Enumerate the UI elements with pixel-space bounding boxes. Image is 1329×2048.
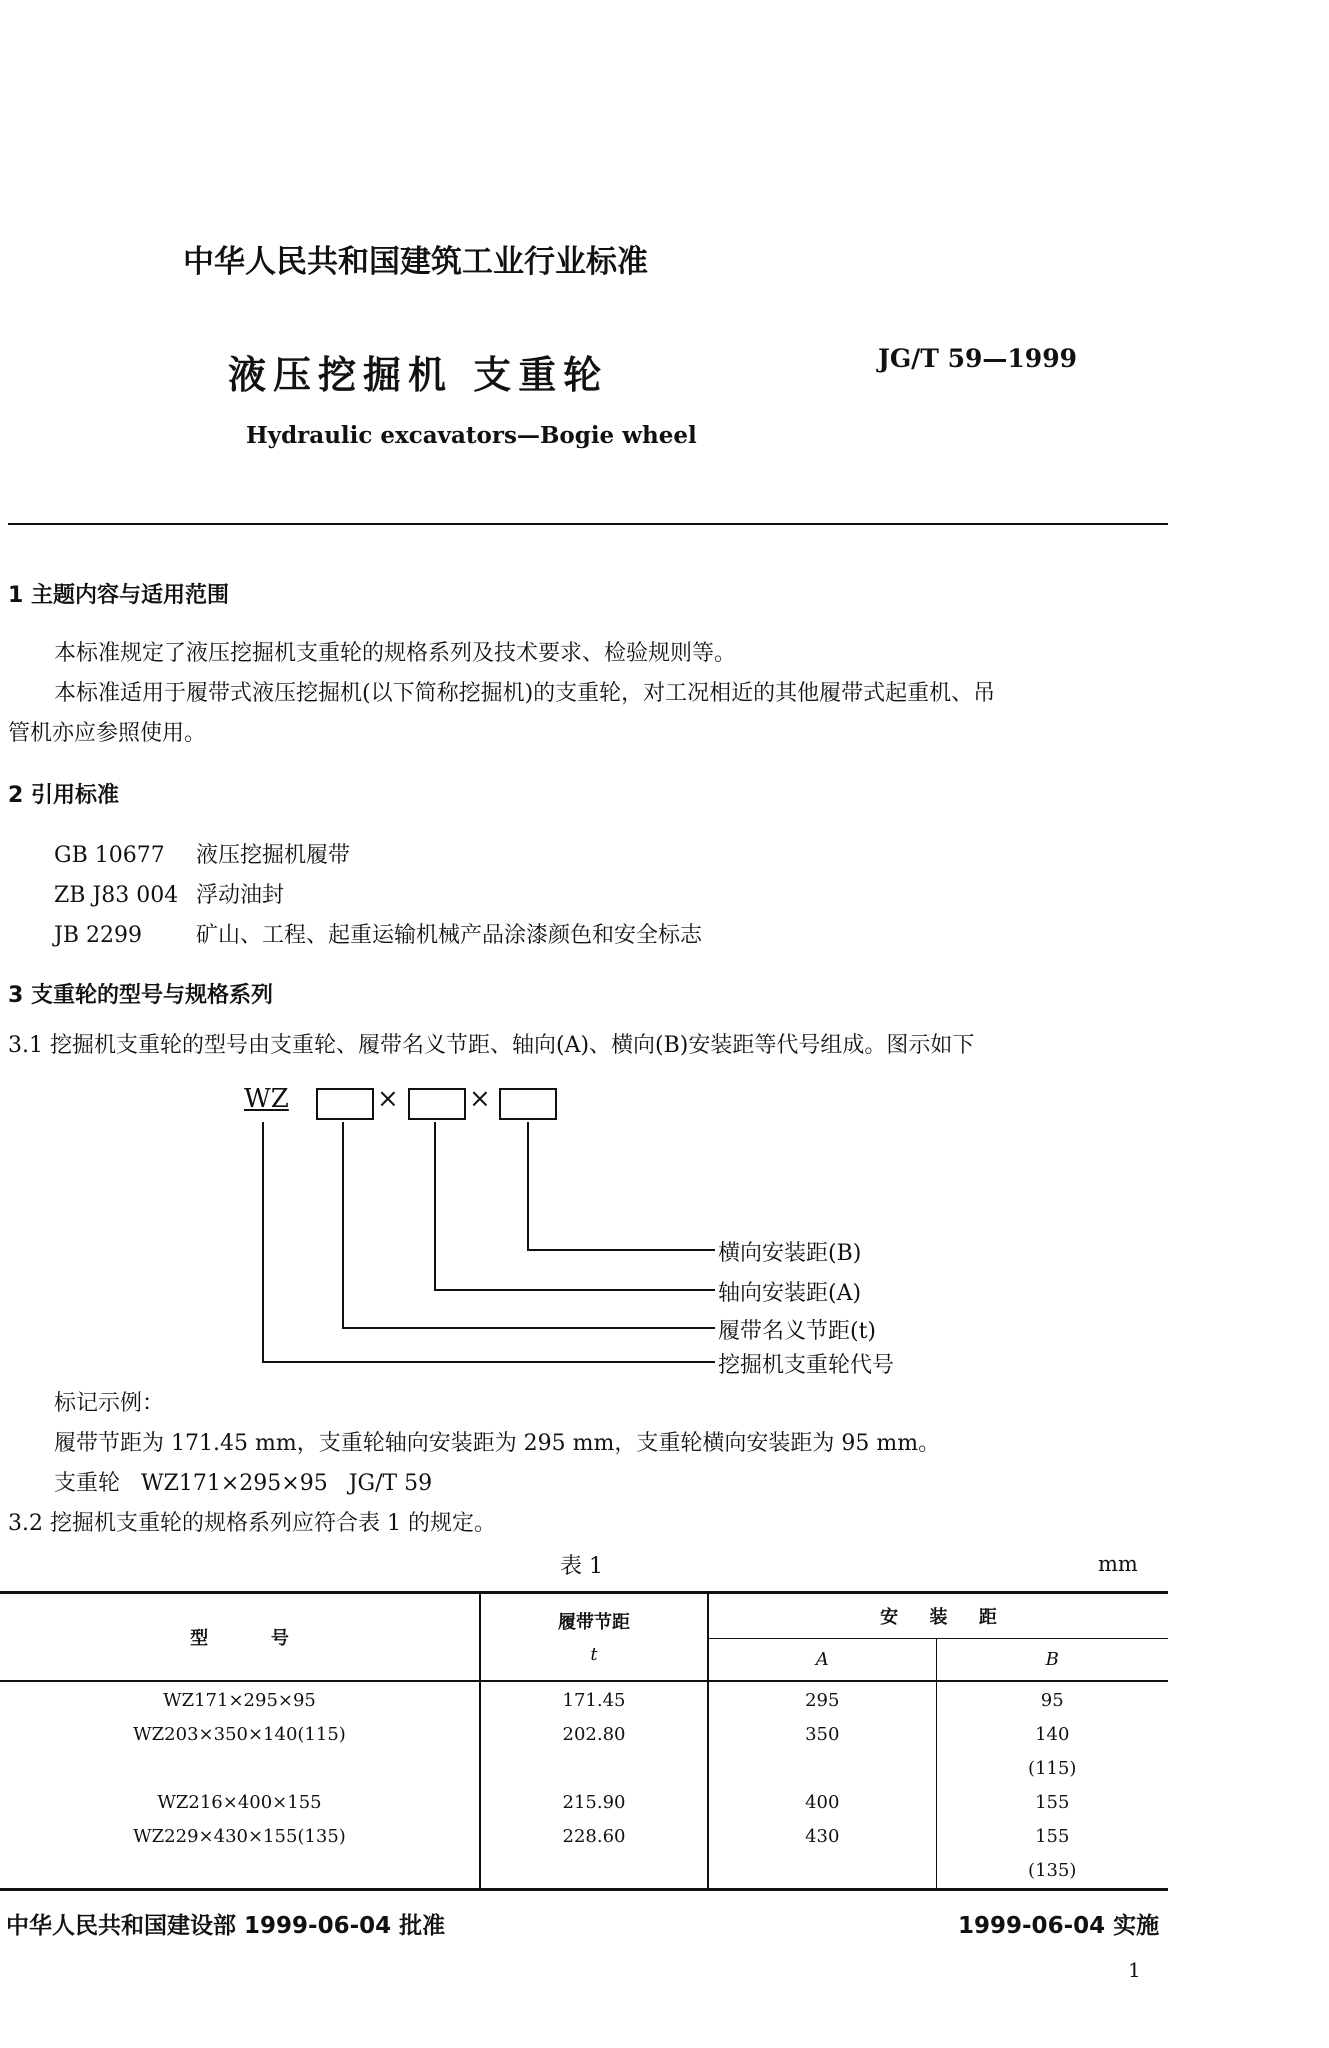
reference-title: 浮动油封 bbox=[196, 883, 285, 908]
table-cell: 430 bbox=[805, 1825, 840, 1847]
table-cell: WZ216×400×155 bbox=[157, 1791, 322, 1813]
document-title-en: Hydraulic excavators—Bogie wheel bbox=[246, 422, 697, 449]
reference-title: 矿山、工程、起重运输机械产品涂漆颜色和安全标志 bbox=[196, 923, 703, 948]
effective-line: 1999-06-04 实施 bbox=[958, 1913, 1160, 1939]
table-unit: mm bbox=[1098, 1552, 1138, 1576]
model-prefix: WZ bbox=[244, 1084, 289, 1114]
table-cell: 155 bbox=[1035, 1825, 1070, 1847]
b-column bbox=[936, 1681, 1168, 1890]
table-cell: 155 bbox=[1035, 1791, 1070, 1813]
standard-type: 中华人民共和国建筑工业行业标准 bbox=[183, 244, 648, 280]
label-wheel-code: 挖掘机支重轮代号 bbox=[718, 1353, 895, 1378]
a-column bbox=[708, 1681, 936, 1890]
section-1-paragraph-2-line-1: 本标准适用于履带式液压挖掘机(以下简称挖掘机)的支重轮，对工况相近的其他履带式起重机、吊 bbox=[54, 681, 996, 706]
table-cell: (115) bbox=[1028, 1757, 1077, 1779]
table-caption: 表 1 bbox=[560, 1554, 603, 1579]
table-cell: 350 bbox=[805, 1723, 840, 1745]
section-2-heading: 2 引用标准 bbox=[8, 783, 119, 808]
header-a: A bbox=[708, 1639, 936, 1681]
reference-code: GB 10677 bbox=[54, 843, 165, 868]
label-axial-distance: 轴向安装距(A) bbox=[718, 1281, 862, 1306]
example-line-2: 支重轮 WZ171×295×95 JG/T 59 bbox=[54, 1471, 433, 1496]
table-body-row bbox=[0, 1681, 1168, 1890]
reference-code: JB 2299 bbox=[54, 923, 142, 948]
header-pitch-label: 履带节距 bbox=[558, 1612, 630, 1634]
section-3-heading: 3 支重轮的型号与规格系列 bbox=[8, 983, 273, 1008]
page-number: 1 bbox=[1128, 1958, 1141, 1982]
document-title: 液压挖掘机 支重轮 bbox=[228, 353, 609, 397]
pitch-column bbox=[480, 1681, 708, 1890]
table-cell: 95 bbox=[1040, 1689, 1064, 1711]
table-header-row bbox=[0, 1593, 1168, 1639]
table-cell: 215.90 bbox=[562, 1791, 626, 1813]
table-cell: 140 bbox=[1035, 1723, 1070, 1745]
table-cell: 400 bbox=[805, 1791, 840, 1813]
reference-code: ZB J83 004 bbox=[54, 883, 179, 908]
model-column bbox=[0, 1681, 480, 1890]
reference-title: 液压挖掘机履带 bbox=[196, 843, 351, 868]
table-cell: WZ171×295×95 bbox=[163, 1689, 316, 1711]
table-cell: 228.60 bbox=[562, 1825, 626, 1847]
section-1-paragraph-2-line-2: 管机亦应参照使用。 bbox=[8, 721, 207, 746]
table-cell: 202.80 bbox=[562, 1723, 626, 1745]
header-b: B bbox=[936, 1639, 1168, 1681]
table-cell: (135) bbox=[1028, 1859, 1077, 1881]
table-cell: WZ229×430×155(135) bbox=[133, 1825, 346, 1847]
table-cell: 295 bbox=[805, 1689, 840, 1711]
section-1-paragraph-1: 本标准规定了液压挖掘机支重轮的规格系列及技术要求、检验规则等。 bbox=[54, 641, 737, 666]
standard-code: JG/T 59—1999 bbox=[878, 344, 1077, 373]
header-pitch-symbol: t bbox=[590, 1644, 598, 1666]
multiply-sign: × bbox=[469, 1084, 491, 1114]
clause-3-2: 3.2 挖掘机支重轮的规格系列应符合表 1 的规定。 bbox=[8, 1511, 496, 1536]
approval-line: 中华人民共和国建设部 1999-06-04 批准 bbox=[6, 1913, 446, 1939]
table-cell: WZ203×350×140(115) bbox=[133, 1723, 346, 1745]
header-install-distance: 安 装 距 bbox=[708, 1593, 1168, 1639]
table-cell: 171.45 bbox=[562, 1689, 626, 1711]
header-model: 型 号 bbox=[0, 1593, 480, 1681]
multiply-sign: × bbox=[377, 1084, 399, 1114]
clause-3-1: 3.1 挖掘机支重轮的型号由支重轮、履带名义节距、轴向(A)、横向(B)安装距等代号组成。图示如下 bbox=[8, 1033, 975, 1058]
section-1-heading: 1 主题内容与适用范围 bbox=[8, 583, 229, 608]
label-track-pitch: 履带名义节距(t) bbox=[718, 1319, 877, 1344]
spec-table bbox=[0, 1591, 1168, 1891]
header-pitch bbox=[480, 1593, 708, 1681]
label-transverse-distance: 横向安装距(B) bbox=[718, 1241, 862, 1266]
example-heading: 标记示例： bbox=[54, 1391, 165, 1416]
example-line-1: 履带节距为 171.45 mm，支重轮轴向安装距为 295 mm，支重轮横向安装距为 95 mm。 bbox=[54, 1431, 941, 1456]
